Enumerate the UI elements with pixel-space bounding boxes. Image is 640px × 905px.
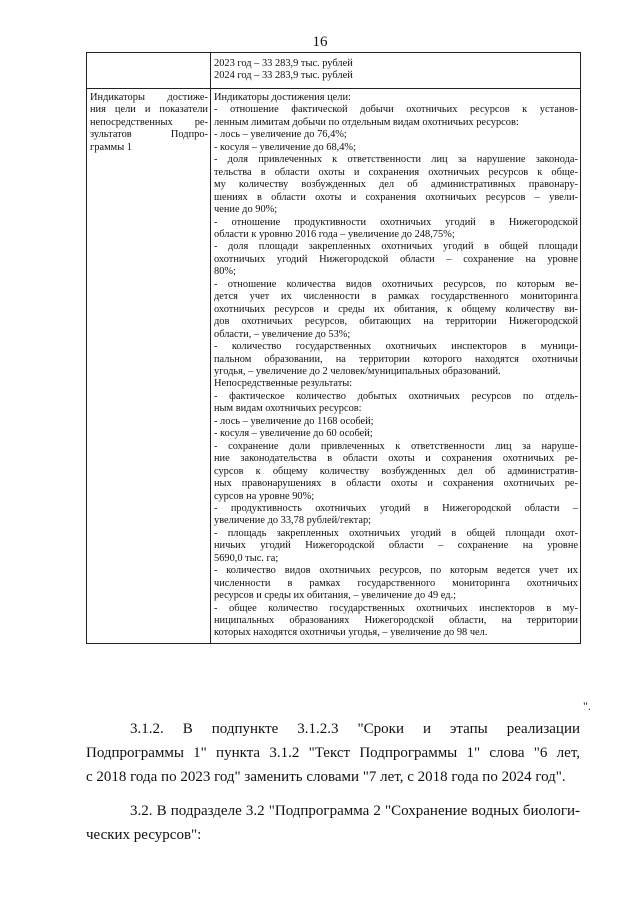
indicator-line: - доля привлеченных к ответственности лиц за нарушение законода- [214, 154, 578, 166]
indicator-line: численности в рамках государственного мониторинга охотничьих [214, 577, 578, 589]
indicator-line: - доля площади закрепленных охотничьих угодий в общей площади [214, 241, 578, 253]
indicator-line: му количеству возбужденных дел об административных правонару- [214, 179, 578, 191]
indicator-line: - количество государственных охотничьих инспекторов в муници- [214, 341, 578, 353]
indicator-line: ных правонарушениях в области охоты и сохранения охотничьих ре- [214, 478, 578, 490]
indicator-line: охотничьих ресурсов и среды их обитания, к общему количеству ви- [214, 303, 578, 315]
indicator-line: - лось – увеличение до 1168 особей; [214, 415, 374, 427]
indicator-line: - отношение продуктивности охотничьих угодий в Нижегородской [214, 216, 578, 228]
indicator-line: 5690,0 тыс. га; [214, 552, 279, 564]
indicator-line: Непосредственные результаты: [214, 378, 353, 390]
indicator-line: дов охотничьих ресурсов, обитающих на территории Нижегородской [214, 316, 578, 328]
indicator-line: тельства в области охоты и сохранения охотничьих ресурсов к обще- [214, 166, 578, 178]
indicator-line: - лось – увеличение до 76,4%; [214, 129, 347, 141]
indicator-line: увеличение до 33,78 рублей/гектар; [214, 515, 372, 527]
page-number: 16 [312, 34, 328, 50]
indicator-line: ленным лимитам добычи по отдельным видам охотничьих ресурсов: [214, 116, 519, 128]
indicator-line: области к уровню 2016 года – увеличение до 248,75%; [214, 228, 455, 240]
indicator-line: ным видам охотничьих ресурсов: [214, 403, 362, 415]
paragraph-line: 3.1.2. В подпункте 3.1.2.3 "Сроки и этапы реализации [130, 721, 580, 737]
indicator-line: охотничьих угодий Нижегородской области – сохранение на уровне [214, 253, 578, 265]
indicator-line: - фактическое количество добытых охотничьих ресурсов по отдель- [214, 390, 578, 402]
indicator-line: угодья, – увеличение до 2 человек/муниципальных образований. [214, 365, 501, 377]
indicator-line: - продуктивность охотничьих угодий в Нижегородской области – [214, 502, 578, 514]
paragraph-line: ческих ресурсов": [86, 827, 202, 843]
indicator-line: дется учет их численности в рамках государственного мониторинга [214, 291, 578, 303]
indicator-line: шениях в области охоты и сохранения охотничьих ресурсов – увели- [214, 191, 578, 203]
table-cell-funding [211, 53, 581, 89]
label-line: граммы 1 [90, 141, 132, 153]
label-line: зультатов Подпро- [90, 129, 208, 141]
closing-quote: ". [583, 699, 591, 713]
table-row-funding [87, 53, 581, 89]
label-line: Индикаторы достиже- [90, 92, 208, 103]
paragraph-3-2 [86, 799, 580, 847]
paragraph-line: Подпрограммы 1" пункта 3.1.2 "Текст Подпрограммы 1" слова "6 лет, [86, 745, 580, 761]
paragraph-3-1-2 [86, 717, 580, 789]
indicator-line: ресурсов и среды их обитания, – увеличение до 49 ед.; [214, 590, 456, 602]
indicator-line: сурсов на уровне 90%; [214, 490, 315, 502]
indicator-line: чение до 90%; [214, 204, 278, 216]
indicator-line: Индикаторы достижения цели: [214, 92, 351, 103]
label-line: непосредственных ре- [90, 116, 208, 128]
indicator-line: - косуля – увеличение до 68,4%; [214, 141, 356, 153]
table-row-indicators [87, 89, 581, 644]
funding-line-2023: 2023 год – 33 283,9 тыс. рублей [214, 58, 353, 69]
indicator-line: сурсов к общему количеству возбужденных дел об административ- [214, 465, 578, 477]
label-line: ния цели и показатели [90, 104, 208, 116]
paragraph-line: с 2018 года по 2023 год" заменить словами "7 лет, с 2018 года по 2024 год". [86, 769, 566, 785]
indicator-line: - отношение количества видов охотничьих ресурсов, по которым ве- [214, 278, 578, 290]
indicators-table [86, 52, 581, 644]
indicator-line: ние законодательства в области охоты и сохранения охотничьих ре- [214, 453, 578, 465]
indicator-line: - количество видов охотничьих ресурсов, по которым ведется учет их [214, 565, 578, 577]
table-cell-empty [87, 53, 211, 89]
indicator-line: - косуля – увеличение до 60 особей; [214, 428, 373, 440]
table-cell-indicator-label [87, 89, 211, 644]
indicator-line: 80%; [214, 266, 236, 278]
funding-line-2024: 2024 год – 33 283,9 тыс. рублей [214, 70, 353, 82]
indicator-line: которых находятся охотничьи угодья, – увеличение до 98 чел. [214, 627, 488, 639]
indicator-line: - отношение фактической добычи охотничьих ресурсов к установ- [214, 104, 578, 116]
indicator-line: ниципальных образованиях Нижегородской области, на территории [214, 615, 578, 627]
indicator-line: пальном образовании, на территории которого находятся охотничьи [214, 353, 578, 365]
indicator-line: - сохранение доли привлеченных к ответственности лиц за наруше- [214, 440, 578, 452]
table-cell-indicator-text [211, 89, 581, 644]
indicator-line: области, – увеличение до 53%; [214, 328, 351, 340]
indicator-line: - площадь закрепленных охотничьих угодий в общей площади охот- [214, 527, 578, 539]
paragraph-line: 3.2. В подразделе 3.2 "Подпрограмма 2 "Сохранение водных биологи- [130, 803, 580, 819]
indicator-line: - общее количество государственных охотничьих инспекторов в му- [214, 602, 578, 614]
indicator-line: ничьих угодий Нижегородской области – сохранение на уровне [214, 540, 578, 552]
